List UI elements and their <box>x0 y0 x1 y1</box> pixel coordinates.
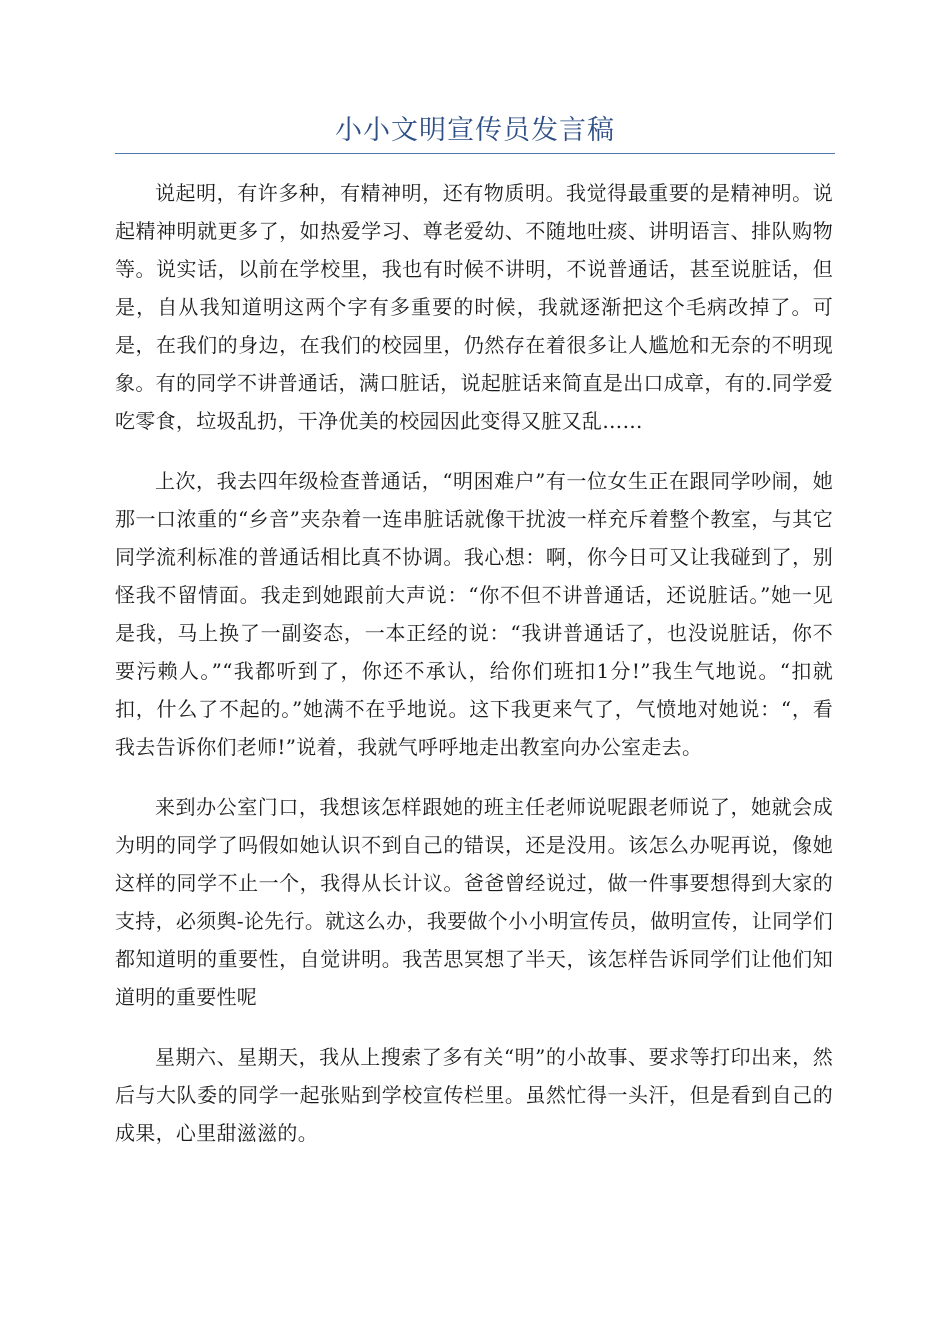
paragraph-2: 上次，我去四年级检查普通话，“明困难户”有一位女生正在跟同学吵闹，她那一口浓重的“乡音”夹杂着一连串脏话就像干扰波一样充斥着整个教室，与其它同学流利标准的普通话相比真不协调。我心想：啊，你今日可又让我碰到了，别怪我不留情面。我走到她跟前大声说：“你不但不讲普通话，还说脏话。”她一见是我，马上换了一副姿态，一本正经的说：“我讲普通话了，也没说脏话，你不要污赖人。”“我都听到了，你还不承认，给你们班扣1分!”我生气地说。“扣就扣，什么了不起的。”她满不在乎地说。这下我更来气了，气愤地对她说：“，看我去告诉你们老师!”说着，我就气呼呼地走出教室向办公室走去。 <box>115 469 833 759</box>
paragraph-1: 说起明，有许多种，有精神明，还有物质明。我觉得最重要的是精神明。说起精神明就更多了，如热爱学习、尊老爱幼、不随地吐痰、讲明语言、排队购物等。说实话，以前在学校里，我也有时候不讲明，不说普通话，甚至说脏话，但是，自从我知道明这两个字有多重要的时候，我就逐渐把这个毛病改掉了。可是，在我们的身边，在我们的校园里，仍然存在着很多让人尴尬和无奈的不明现象。有的同学不讲普通话，满口脏话，说起脏话来简直是出口成章，有的.同学爱吃零食，垃圾乱扔，干净优美的校园因此变得又脏又乱…… <box>115 181 833 433</box>
document-title: 小小文明宣传员发言稿 <box>335 115 615 146</box>
title-underline <box>115 153 835 154</box>
document-body <box>115 174 833 1174</box>
paragraph-4: 星期六、星期天，我从上搜索了多有关“明”的小故事、要求等打印出来，然后与大队委的同学一起张贴到学校宣传栏里。虽然忙得一头汗，但是看到自己的成果，心里甜滋滋的。 <box>115 1045 833 1145</box>
paragraph-3: 来到办公室门口，我想该怎样跟她的班主任老师说呢跟老师说了，她就会成为明的同学了吗假如她认识不到自己的错误，还是没用。该怎么办呢再说，像她这样的同学不止一个，我得从长计议。爸爸曾经说过，做一件事要想得到大家的支持，必须舆-论先行。就这么办，我要做个小小明宣传员，做明宣传，让同学们都知道明的重要性，自觉讲明。我苦思冥想了半天，该怎样告诉同学们让他们知道明的重要性呢 <box>115 795 833 1009</box>
